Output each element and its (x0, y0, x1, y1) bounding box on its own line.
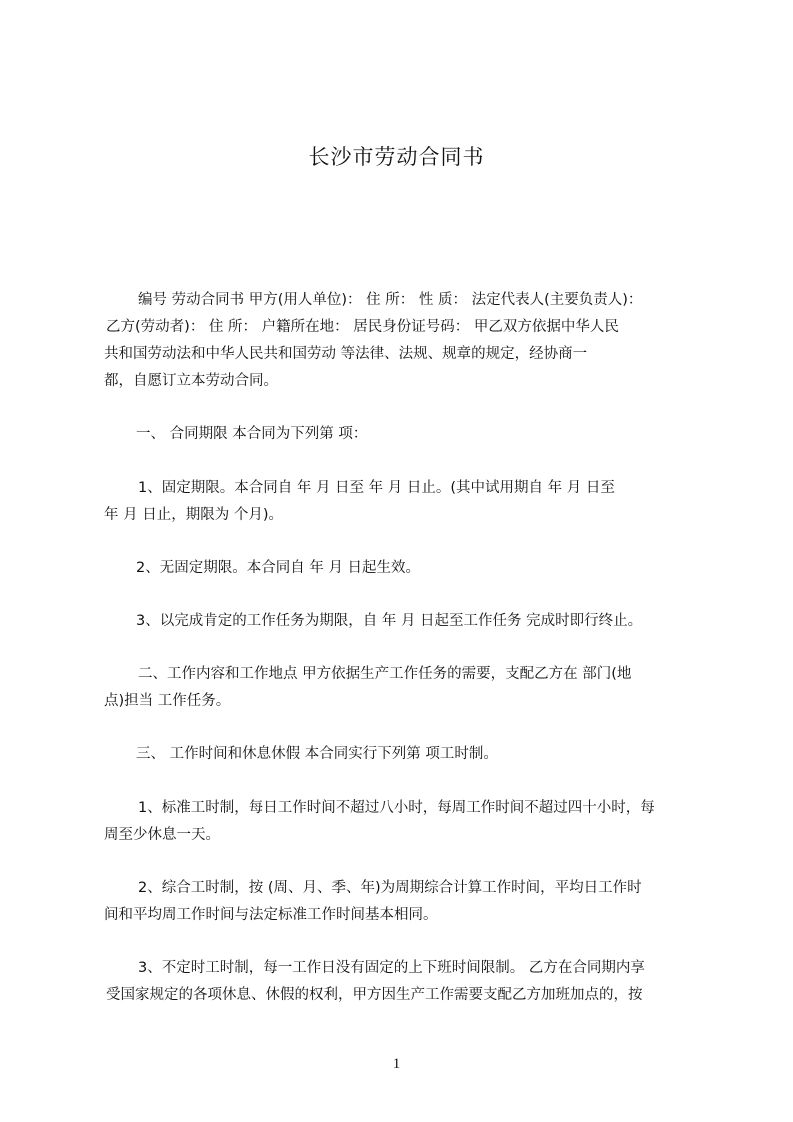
text-line-15: 2、综合工时制，按 (周、月、季、年)为周期综合计算工作时间，平均日工作时 (138, 880, 642, 896)
text-line-3: 共和国劳动法和中华人民共和国劳动 等法律、法规、规章的规定，经协商一 (104, 346, 588, 362)
text-line-18: 受国家规定的各项休息、休假的权利，甲方因生产工作需要支配乙方加班加点的，按 (106, 987, 643, 1003)
text-line-2: 乙方(劳动者)： 住 所： 户籍所在地： 居民身份证号码： 甲乙双方依据中华人民 (106, 319, 619, 335)
text-line-9: 3、以完成肯定的工作任务为期限，自 年 月 日起至工作任务 完成时即行终止。 (136, 613, 643, 629)
text-line-6: 1、固定期限。本合同自 年 月 日至 年 月 日止。(其中试用期自 年 月 日至 (138, 480, 615, 496)
text-line-14: 周至少休息一天。 (104, 827, 220, 843)
text-line-8: 2、无固定期限。本合同自 年 月 日起生效。 (136, 560, 421, 576)
text-line-16: 间和平均周工作时间与法定标准工作时间基本相同。 (104, 907, 438, 923)
text-line-11: 点)担当 工作任务。 (104, 693, 231, 709)
page-number: 1 (392, 1056, 401, 1072)
section-heading-2: 二、工作内容和工作地点 甲方依据生产工作任务的需要，支配乙方在 部门(地 (138, 666, 632, 682)
section-heading-1: 一、 合同期限 本合同为下列第 项： (136, 426, 368, 442)
text-line-1: 编号 劳动合同书 甲方(用人单位)： 住 所： 性 质： 法定代表人(主要负责人)： (138, 292, 643, 308)
text-line-17: 3、不定时工时制，每一工作日没有固定的上下班时间限制。 乙方在合同期内享 (138, 960, 645, 976)
section-heading-3: 三、 工作时间和休息休假 本合同实行下列第 项工时制。 (136, 746, 498, 762)
text-line-7: 年 月 日止，期限为 个月)。 (104, 507, 283, 523)
text-line-13: 1、标准工时制，每日工作时间不超过八小时，每周工作时间不超过四十小时，每 (138, 800, 655, 816)
text-line-4: 都，自愿订立本劳动合同。 (104, 373, 278, 389)
document-title: 长沙市劳动合同书 (308, 145, 485, 169)
